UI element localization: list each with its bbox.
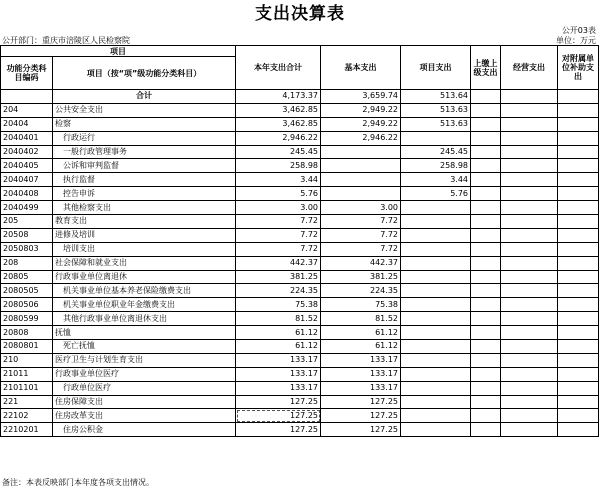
- cell-code[interactable]: 2080506: [1, 298, 53, 312]
- cell-total[interactable]: 7.72: [236, 215, 321, 229]
- cell-subsidy[interactable]: [558, 340, 599, 354]
- cell-basic[interactable]: 7.72: [321, 242, 401, 256]
- cell-business[interactable]: [501, 159, 558, 173]
- cell-subsidy[interactable]: [558, 270, 599, 284]
- cell-project[interactable]: [401, 298, 471, 312]
- cell-project[interactable]: 513.63: [401, 117, 471, 131]
- cell-total[interactable]: 133.17: [236, 381, 321, 395]
- cell-project[interactable]: [401, 312, 471, 326]
- cell-subsidy[interactable]: [558, 215, 599, 229]
- cell-code[interactable]: 2040405: [1, 159, 53, 173]
- cell-business[interactable]: [501, 187, 558, 201]
- cell-basic[interactable]: 2,949.22: [321, 117, 401, 131]
- cell-name[interactable]: 培训支出: [53, 242, 236, 256]
- cell-project[interactable]: [401, 395, 471, 409]
- cell-subsidy[interactable]: [558, 242, 599, 256]
- cell-upper[interactable]: [471, 131, 501, 145]
- cell-upper[interactable]: [471, 256, 501, 270]
- table-row: [1, 159, 599, 173]
- cell-upper[interactable]: [471, 117, 501, 131]
- cell-name[interactable]: 社会保障和就业支出: [53, 256, 236, 270]
- cell-upper[interactable]: [471, 326, 501, 340]
- cell-subsidy[interactable]: [558, 145, 599, 159]
- cell-project[interactable]: [401, 326, 471, 340]
- cell-name[interactable]: 其他检察支出: [53, 201, 236, 215]
- cell-name[interactable]: 进修及培训: [53, 228, 236, 242]
- cell-upper[interactable]: [471, 423, 501, 437]
- cell-name[interactable]: 行政事业单位医疗: [53, 367, 236, 381]
- table-row: [1, 367, 599, 381]
- cell-basic[interactable]: 61.12: [321, 326, 401, 340]
- cell-total[interactable]: 381.25: [236, 270, 321, 284]
- cell-total[interactable]: 61.12: [236, 326, 321, 340]
- cell-upper[interactable]: [471, 90, 501, 104]
- cell-basic[interactable]: 381.25: [321, 270, 401, 284]
- cell-subsidy[interactable]: [558, 381, 599, 395]
- cell-subsidy[interactable]: [558, 312, 599, 326]
- cell-upper[interactable]: [471, 242, 501, 256]
- cell-business[interactable]: [501, 173, 558, 187]
- cell-basic[interactable]: 127.25: [321, 395, 401, 409]
- table-row: [1, 117, 599, 131]
- cell-upper[interactable]: [471, 270, 501, 284]
- cell-subsidy[interactable]: [558, 103, 599, 117]
- cell-upper[interactable]: [471, 367, 501, 381]
- cell-code[interactable]: 20808: [1, 326, 53, 340]
- table-row: [1, 353, 599, 367]
- table-row: [1, 228, 599, 242]
- cell-subsidy[interactable]: [558, 395, 599, 409]
- cell-upper[interactable]: [471, 381, 501, 395]
- cell-business[interactable]: [501, 103, 558, 117]
- header-subsidy[interactable]: 对附属单位补助支出: [558, 46, 599, 90]
- cell-name[interactable]: 行政事业单位离退休: [53, 270, 236, 284]
- cell-code[interactable]: 2080801: [1, 340, 53, 354]
- cell-subsidy[interactable]: [558, 187, 599, 201]
- cell-code[interactable]: 205: [1, 215, 53, 229]
- cell-business[interactable]: [501, 117, 558, 131]
- cell-subsidy[interactable]: [558, 256, 599, 270]
- cell-name[interactable]: 行政运行: [53, 131, 236, 145]
- cell-subsidy[interactable]: [558, 298, 599, 312]
- cell-name[interactable]: 住房保障支出: [53, 395, 236, 409]
- cell-name[interactable]: 执行监督: [53, 173, 236, 187]
- cell-basic[interactable]: 7.72: [321, 215, 401, 229]
- cell-name[interactable]: 合计: [53, 90, 236, 104]
- cell-name[interactable]: 机关事业单位职业年金缴费支出: [53, 298, 236, 312]
- cell-code[interactable]: 20404: [1, 117, 53, 131]
- cell-upper[interactable]: [471, 340, 501, 354]
- expenditure-table: [0, 45, 599, 437]
- cell-name[interactable]: 机关事业单位基本养老保险缴费支出: [53, 284, 236, 298]
- header-code[interactable]: 功能分类科目编码: [1, 57, 53, 90]
- cell-project[interactable]: [401, 423, 471, 437]
- cell-code[interactable]: 2040401: [1, 131, 53, 145]
- department-label: 公开部门：重庆市涪陵区人民检察院: [2, 36, 130, 45]
- cell-total[interactable]: 3.44: [236, 173, 321, 187]
- cell-code[interactable]: 2040408: [1, 187, 53, 201]
- cell-upper[interactable]: [471, 353, 501, 367]
- cell-name[interactable]: 行政单位医疗: [53, 381, 236, 395]
- cell-project[interactable]: [401, 201, 471, 215]
- cell-project[interactable]: 245.45: [401, 145, 471, 159]
- cell-subsidy[interactable]: [558, 117, 599, 131]
- cell-project[interactable]: 258.98: [401, 159, 471, 173]
- cell-code[interactable]: 221: [1, 395, 53, 409]
- cell-subsidy[interactable]: [558, 201, 599, 215]
- cell-code[interactable]: [1, 90, 53, 104]
- cell-basic[interactable]: 81.52: [321, 312, 401, 326]
- table-row: [1, 131, 599, 145]
- cell-subsidy[interactable]: [558, 90, 599, 104]
- cell-basic[interactable]: 75.38: [321, 298, 401, 312]
- cell-business[interactable]: [501, 242, 558, 256]
- cell-total[interactable]: 75.38: [236, 298, 321, 312]
- cell-basic[interactable]: 127.25: [321, 409, 401, 423]
- cell-subsidy[interactable]: [558, 131, 599, 145]
- cell-business[interactable]: [501, 409, 558, 423]
- cell-upper[interactable]: [471, 298, 501, 312]
- cell-code[interactable]: 22102: [1, 409, 53, 423]
- cell-project[interactable]: [401, 242, 471, 256]
- cell-total[interactable]: 81.52: [236, 312, 321, 326]
- cell-business[interactable]: [501, 284, 558, 298]
- cell-total[interactable]: 133.17: [236, 353, 321, 367]
- table-row: [1, 173, 599, 187]
- table-row: [1, 215, 599, 229]
- cell-upper[interactable]: [471, 173, 501, 187]
- cell-total[interactable]: 127.25: [236, 409, 321, 423]
- cell-basic[interactable]: 3,659.74: [321, 90, 401, 104]
- cell-business[interactable]: [501, 298, 558, 312]
- cell-basic[interactable]: 127.25: [321, 423, 401, 437]
- cell-total[interactable]: 258.98: [236, 159, 321, 173]
- cell-business[interactable]: [501, 256, 558, 270]
- cell-total[interactable]: 5.76: [236, 187, 321, 201]
- cell-total[interactable]: 127.25: [236, 395, 321, 409]
- cell-name[interactable]: 住房改革支出: [53, 409, 236, 423]
- cell-total[interactable]: 61.12: [236, 340, 321, 354]
- cell-code[interactable]: 2080599: [1, 312, 53, 326]
- table-row: [1, 201, 599, 215]
- cell-code[interactable]: 20805: [1, 270, 53, 284]
- cell-project[interactable]: [401, 353, 471, 367]
- header-upper[interactable]: 上缴上级支出: [471, 46, 501, 90]
- cell-upper[interactable]: [471, 395, 501, 409]
- cell-business[interactable]: [501, 340, 558, 354]
- cell-code[interactable]: 2080505: [1, 284, 53, 298]
- cell-code[interactable]: 210: [1, 353, 53, 367]
- cell-code[interactable]: 2040499: [1, 201, 53, 215]
- header-basic[interactable]: 基本支出: [321, 46, 401, 90]
- table-row: [1, 187, 599, 201]
- cell-business[interactable]: [501, 395, 558, 409]
- footnote: 备注：本表反映部门本年度各项支出情况。: [2, 478, 154, 487]
- cell-basic[interactable]: 133.17: [321, 367, 401, 381]
- cell-total[interactable]: 2,946.22: [236, 131, 321, 145]
- table-body: [1, 90, 599, 437]
- cell-subsidy[interactable]: [558, 173, 599, 187]
- cell-business[interactable]: [501, 270, 558, 284]
- cell-business[interactable]: [501, 90, 558, 104]
- table-row: [1, 242, 599, 256]
- cell-basic[interactable]: [321, 145, 401, 159]
- cell-name[interactable]: 住房公积金: [53, 423, 236, 437]
- cell-business[interactable]: [501, 228, 558, 242]
- cell-business[interactable]: [501, 423, 558, 437]
- cell-project[interactable]: [401, 284, 471, 298]
- cell-code[interactable]: 2040402: [1, 145, 53, 159]
- cell-subsidy[interactable]: [558, 159, 599, 173]
- unit-label: 单位：万元: [556, 36, 596, 45]
- cell-upper[interactable]: [471, 284, 501, 298]
- table-row: [1, 340, 599, 354]
- cell-total[interactable]: 3,462.85: [236, 117, 321, 131]
- cell-business[interactable]: [501, 215, 558, 229]
- cell-project[interactable]: [401, 215, 471, 229]
- table-row: [1, 284, 599, 298]
- cell-name[interactable]: 公诉和审判监督: [53, 159, 236, 173]
- cell-project[interactable]: [401, 367, 471, 381]
- cell-total[interactable]: 442.37: [236, 256, 321, 270]
- cell-project[interactable]: 513.64: [401, 90, 471, 104]
- cell-name[interactable]: 一般行政管理事务: [53, 145, 236, 159]
- cell-project[interactable]: [401, 270, 471, 284]
- cell-business[interactable]: [501, 367, 558, 381]
- table-row: [1, 103, 599, 117]
- cell-subsidy[interactable]: [558, 284, 599, 298]
- cell-business[interactable]: [501, 145, 558, 159]
- cell-total[interactable]: 224.35: [236, 284, 321, 298]
- cell-business[interactable]: [501, 326, 558, 340]
- header-business[interactable]: 经营支出: [501, 46, 558, 90]
- table-row: [1, 312, 599, 326]
- cell-business[interactable]: [501, 201, 558, 215]
- cell-basic[interactable]: 2,946.22: [321, 131, 401, 145]
- cell-upper[interactable]: [471, 228, 501, 242]
- cell-total[interactable]: 3,462.85: [236, 103, 321, 117]
- cell-code[interactable]: 2050803: [1, 242, 53, 256]
- cell-code[interactable]: 21011: [1, 367, 53, 381]
- table-row: [1, 409, 599, 423]
- cell-business[interactable]: [501, 381, 558, 395]
- table-row: [1, 395, 599, 409]
- cell-name[interactable]: 控告申诉: [53, 187, 236, 201]
- cell-subsidy[interactable]: [558, 409, 599, 423]
- cell-project[interactable]: 5.76: [401, 187, 471, 201]
- header-total[interactable]: 本年支出合计: [236, 46, 321, 90]
- cell-upper[interactable]: [471, 409, 501, 423]
- table-row: [1, 270, 599, 284]
- cell-name[interactable]: 抚恤: [53, 326, 236, 340]
- table-row: [1, 298, 599, 312]
- cell-basic[interactable]: [321, 173, 401, 187]
- cell-upper[interactable]: [471, 187, 501, 201]
- cell-project[interactable]: 513.63: [401, 103, 471, 117]
- cell-upper[interactable]: [471, 145, 501, 159]
- cell-total[interactable]: 127.25: [236, 423, 321, 437]
- cell-upper[interactable]: [471, 215, 501, 229]
- cell-total[interactable]: 7.72: [236, 228, 321, 242]
- cell-subsidy[interactable]: [558, 353, 599, 367]
- total-row: [1, 90, 599, 104]
- cell-subsidy[interactable]: [558, 367, 599, 381]
- cell-project[interactable]: [401, 409, 471, 423]
- cell-upper[interactable]: [471, 103, 501, 117]
- cell-name[interactable]: 其他行政事业单位离退休支出: [53, 312, 236, 326]
- cell-project[interactable]: [401, 381, 471, 395]
- form-number: 公开03表: [561, 26, 596, 35]
- cell-total[interactable]: 4,173.37: [236, 90, 321, 104]
- cell-basic[interactable]: 2,949.22: [321, 103, 401, 117]
- cell-project[interactable]: [401, 340, 471, 354]
- cell-upper[interactable]: [471, 159, 501, 173]
- cell-name[interactable]: 公共安全支出: [53, 103, 236, 117]
- table-row: [1, 381, 599, 395]
- page-title: 支出决算表: [255, 4, 345, 24]
- cell-business[interactable]: [501, 131, 558, 145]
- table-row: [1, 145, 599, 159]
- cell-name[interactable]: 教育支出: [53, 215, 236, 229]
- cell-basic[interactable]: [321, 187, 401, 201]
- cell-basic[interactable]: 3.00: [321, 201, 401, 215]
- cell-basic[interactable]: 7.72: [321, 228, 401, 242]
- cell-basic[interactable]: 133.17: [321, 381, 401, 395]
- cell-subsidy[interactable]: [558, 326, 599, 340]
- cell-basic[interactable]: 224.35: [321, 284, 401, 298]
- cell-project[interactable]: [401, 131, 471, 145]
- cell-name[interactable]: 医疗卫生与计划生育支出: [53, 353, 236, 367]
- cell-upper[interactable]: [471, 201, 501, 215]
- header-item-group[interactable]: 项目: [1, 46, 236, 57]
- table-row: [1, 423, 599, 437]
- cell-code[interactable]: 204: [1, 103, 53, 117]
- cell-code[interactable]: 20508: [1, 228, 53, 242]
- cell-business[interactable]: [501, 353, 558, 367]
- cell-upper[interactable]: [471, 312, 501, 326]
- table-row: [1, 256, 599, 270]
- cell-code[interactable]: 208: [1, 256, 53, 270]
- cell-total[interactable]: 7.72: [236, 242, 321, 256]
- cell-name[interactable]: 检察: [53, 117, 236, 131]
- cell-project[interactable]: 3.44: [401, 173, 471, 187]
- cell-total[interactable]: 133.17: [236, 367, 321, 381]
- header-name[interactable]: 项目（按“项”级功能分类科目）: [53, 57, 236, 90]
- cell-basic[interactable]: [321, 159, 401, 173]
- cell-basic[interactable]: 133.17: [321, 353, 401, 367]
- cell-code[interactable]: 2210201: [1, 423, 53, 437]
- cell-code[interactable]: 2040407: [1, 173, 53, 187]
- cell-project[interactable]: [401, 228, 471, 242]
- cell-basic[interactable]: 61.12: [321, 340, 401, 354]
- table-row: [1, 326, 599, 340]
- cell-subsidy[interactable]: [558, 228, 599, 242]
- cell-total[interactable]: 3.00: [236, 201, 321, 215]
- cell-code[interactable]: 2101101: [1, 381, 53, 395]
- cell-total[interactable]: 245.45: [236, 145, 321, 159]
- cell-name[interactable]: 死亡抚恤: [53, 340, 236, 354]
- cell-project[interactable]: [401, 256, 471, 270]
- header-project[interactable]: 项目支出: [401, 46, 471, 90]
- cell-business[interactable]: [501, 312, 558, 326]
- cell-basic[interactable]: 442.37: [321, 256, 401, 270]
- cell-subsidy[interactable]: [558, 423, 599, 437]
